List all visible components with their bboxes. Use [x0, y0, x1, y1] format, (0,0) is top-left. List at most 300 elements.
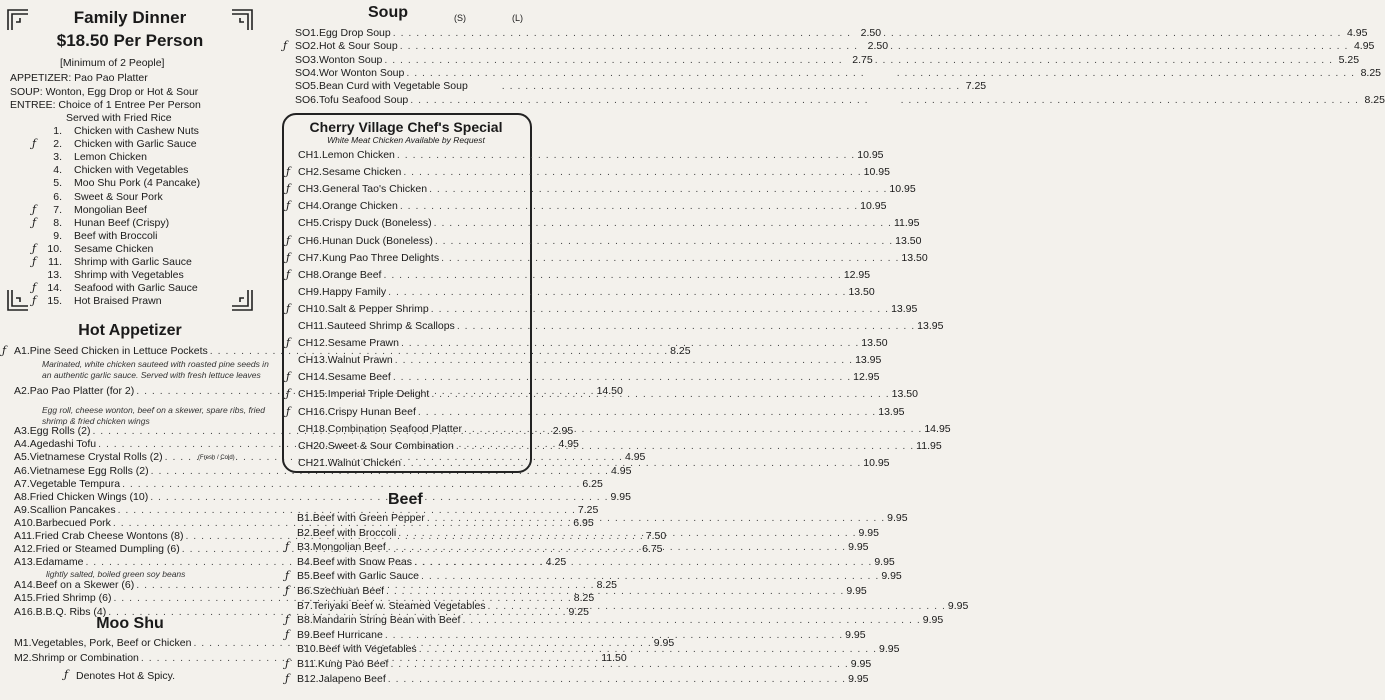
- dot-leader: [464, 423, 922, 438]
- item-price: 9.95: [846, 585, 867, 597]
- dot-leader: [897, 67, 1355, 79]
- family-item-name: Sweet & Sour Pork: [74, 190, 163, 203]
- family-item-number: 2.: [53, 138, 62, 151]
- item-code: A10.: [14, 516, 36, 529]
- item-price: 6.95: [573, 516, 594, 529]
- dot-leader: [414, 556, 872, 568]
- dot-leader: [462, 614, 920, 626]
- dot-leader: [395, 354, 853, 366]
- item-name: Barbecued Pork: [35, 516, 111, 529]
- hot-symbol-icon: ƒ: [286, 370, 291, 384]
- item-price: 9.95: [845, 628, 866, 641]
- item-name: Mandarin String Bean with Beef: [312, 614, 461, 627]
- item-code: CH16.: [298, 405, 328, 418]
- item-price: 12.95: [853, 371, 880, 384]
- item-price: 13.50: [861, 337, 888, 350]
- dot-leader: [901, 94, 1359, 106]
- a13-description: lightly salted, boiled green soy beans: [46, 569, 186, 579]
- item-name: Pine Seed Chicken in Lettuce Pockets: [29, 345, 208, 357]
- item-code: B10.: [297, 643, 319, 656]
- item-name: Egg Drop Soup: [318, 27, 391, 39]
- dot-leader: [400, 40, 858, 52]
- item-price: 9.95: [874, 555, 895, 568]
- item-name: Egg Rolls (2): [29, 425, 91, 438]
- dot-leader: [419, 643, 877, 655]
- item-code: A12.: [14, 543, 36, 556]
- item-price: 10.95: [889, 183, 916, 196]
- item-name: Wonton Soup: [318, 53, 383, 66]
- dot-leader: [388, 541, 846, 556]
- item-code: B5.: [297, 570, 313, 583]
- family-item-name: Lemon Chicken: [74, 151, 147, 164]
- family-item-number: 11.: [48, 256, 62, 268]
- appetizer-row: [14, 477, 603, 490]
- hot-symbol-icon: ƒ: [286, 182, 291, 196]
- item-name: Beef on a Skewer (6): [35, 579, 135, 592]
- family-item-number: 6.: [53, 190, 62, 203]
- soup-row: [295, 53, 1360, 66]
- dot-leader: [388, 673, 846, 685]
- item-name: Jalapeno Beef: [318, 672, 386, 685]
- item-code: CH13.: [298, 354, 328, 367]
- item-code: CH15.: [298, 388, 328, 401]
- dot-leader: [388, 286, 846, 298]
- item-code: A3.: [14, 425, 30, 438]
- corner-ornament-icon: [6, 288, 30, 312]
- soup-row: [295, 27, 1368, 39]
- corner-ornament-icon: [230, 288, 254, 312]
- item-name: B.B.Q. Ribs (4): [35, 605, 107, 618]
- item-name: Kung Pao Beef: [317, 658, 389, 670]
- family-item-name: Sesame Chicken: [74, 242, 154, 255]
- family-dinner-price: $18.50 Per Person: [56, 31, 204, 50]
- dot-leader: [502, 80, 960, 92]
- hot-symbol-icon: ƒ: [32, 202, 37, 216]
- item-price: 10.95: [863, 456, 890, 469]
- item-price-large: 7.25: [965, 80, 987, 93]
- item-code: B2.: [297, 526, 313, 539]
- item-price-large: 8.25: [1364, 93, 1385, 106]
- family-item-number: 15.: [47, 295, 62, 308]
- family-item-name: Hot Braised Prawn: [74, 295, 162, 308]
- dot-leader: [384, 54, 842, 66]
- item-name: Imperial Triple Delight: [327, 388, 430, 401]
- family-item-number: 14.: [47, 282, 62, 295]
- item-code: CH7.: [298, 251, 322, 264]
- dot-leader: [393, 371, 851, 383]
- hot-symbol-icon: ƒ: [285, 540, 290, 554]
- item-code: B6.: [297, 585, 313, 597]
- item-name: Sesame Prawn: [327, 337, 399, 350]
- chef-special-row: [298, 217, 920, 230]
- item-name: Edamame: [35, 556, 84, 569]
- item-code: SO6.: [295, 93, 319, 106]
- item-code: CH21.: [298, 456, 328, 469]
- item-name: Crispy Hunan Beef: [327, 405, 416, 418]
- item-name: Beef with Snow Peas: [312, 555, 412, 568]
- item-name: Beef with Vegetables: [318, 643, 417, 656]
- item-price: 11.95: [893, 217, 920, 230]
- chef-special-row: [298, 354, 882, 367]
- dot-leader: [431, 303, 889, 315]
- chef-special-row: [298, 251, 928, 264]
- item-name: Szechuan Beef: [312, 585, 384, 597]
- chef-special-row: [298, 405, 905, 418]
- beef-row: [297, 570, 902, 583]
- dot-leader: [457, 320, 915, 332]
- dot-leader: [427, 512, 885, 524]
- hot-symbol-icon: ƒ: [285, 657, 290, 670]
- item-name: Combination Seafood Platter: [327, 422, 463, 435]
- hot-symbol-icon: ƒ: [32, 294, 37, 308]
- item-price: 13.50: [891, 388, 918, 401]
- dot-leader: [406, 67, 864, 79]
- dot-leader: [401, 337, 859, 349]
- hot-symbol-icon: ƒ: [32, 255, 37, 268]
- item-name: Orange Chicken: [321, 200, 398, 213]
- item-price: 13.50: [901, 251, 928, 264]
- hot-symbol-icon: ƒ: [286, 233, 291, 247]
- item-price: 12.95: [843, 268, 871, 281]
- hot-appetizer-title: Hot Appetizer: [78, 322, 182, 339]
- chef-special-row: [298, 285, 875, 298]
- beef-row: [297, 614, 944, 627]
- item-price: 7.50: [645, 530, 667, 542]
- item-price: 9.95: [881, 570, 902, 583]
- dot-leader: [150, 491, 608, 503]
- item-code: CH2.: [298, 166, 322, 179]
- family-item-name: Hunan Beef (Crispy): [74, 216, 170, 229]
- appetizer-row: [14, 592, 595, 605]
- item-price: 11.95: [916, 439, 942, 452]
- item-code: B7.: [297, 599, 313, 612]
- item-code: CH11.: [298, 320, 327, 332]
- hot-symbol-icon: ƒ: [286, 267, 291, 281]
- item-name: Vegetable Tempura: [29, 477, 121, 490]
- appetizer-row: [14, 345, 691, 357]
- item-name: Sesame Beef: [327, 371, 391, 384]
- family-item-name: Beef with Broccoli: [74, 229, 158, 242]
- item-name: Hunan Duck (Boneless): [321, 234, 433, 247]
- chef-special-row: [298, 183, 916, 196]
- hot-symbol-icon: ƒ: [286, 404, 291, 418]
- item-name: Sweet & Sour Combination: [327, 439, 454, 452]
- item-code: A8.: [14, 490, 30, 503]
- item-price-large: 4.95: [1346, 27, 1368, 39]
- item-code: A7.: [14, 477, 30, 490]
- item-code: A2.: [14, 385, 30, 398]
- item-price: 8.25: [670, 345, 691, 357]
- chef-special-row: [298, 337, 888, 350]
- dot-leader: [383, 269, 841, 281]
- item-code: SO2.: [295, 40, 319, 53]
- item-code: CH6.: [298, 234, 322, 247]
- item-name: Hot & Sour Soup: [318, 40, 398, 53]
- item-code: CH4.: [298, 200, 322, 213]
- item-code: A1.: [14, 345, 30, 357]
- chef-special-row: [298, 166, 890, 179]
- item-code: CH14.: [298, 371, 328, 384]
- family-item-name: Moo Shu Pork (4 Pancake): [74, 177, 201, 190]
- item-price-small: 2.50: [860, 27, 882, 39]
- family-item-name: Chicken with Vegetables: [74, 164, 189, 177]
- hot-symbol-icon: ƒ: [286, 199, 291, 213]
- dot-leader: [403, 166, 861, 178]
- item-code: A5.: [14, 451, 30, 464]
- item-name: Beef with Broccoli: [312, 526, 397, 539]
- item-price-large: 5.25: [1338, 53, 1360, 66]
- corner-ornament-icon: [230, 8, 254, 32]
- family-line: ENTREE: Choice of 1 Entree Per Person: [10, 99, 201, 111]
- moo-shu-title: Moo Shu: [96, 615, 164, 632]
- beef-row: [297, 672, 869, 685]
- item-name: Crispy Duck (Boneless): [321, 217, 432, 230]
- family-dinner-minimum: [Minimum of 2 People]: [60, 57, 165, 69]
- item-price: 10.95: [860, 200, 887, 213]
- item-price: 4.25: [545, 556, 567, 569]
- corner-ornament-icon: [6, 8, 30, 32]
- item-code: B1.: [297, 512, 313, 524]
- item-price-small: 2.75: [852, 53, 873, 66]
- dot-leader: [393, 27, 851, 39]
- family-item-name: Mongolian Beef: [74, 203, 147, 216]
- family-line: Served with Fried Rice: [66, 112, 172, 124]
- item-code: CH20.: [298, 439, 328, 452]
- dot-leader: [403, 457, 861, 469]
- dot-leader: [875, 54, 1333, 66]
- item-code: A4.: [14, 438, 30, 451]
- item-name: General Tao's Chicken: [321, 183, 428, 196]
- dot-leader: [418, 406, 876, 418]
- item-price: 13.95: [878, 405, 905, 418]
- item-name: Teriyaki Beef w. Steamed Vegetables: [312, 599, 486, 612]
- item-name: Shrimp or Combination: [31, 651, 139, 664]
- a2-description: Egg roll, cheese wonton, beef on a skewer, spare ribs, fried shrimp & fried chicken wings: [42, 405, 266, 426]
- family-item-number: 4.: [53, 164, 62, 177]
- item-code: CH18.: [298, 422, 328, 435]
- item-price: 9.25: [568, 605, 589, 618]
- chef-special-row: [298, 200, 887, 213]
- dot-leader: [397, 149, 855, 161]
- item-name: Beef with Green Pepper: [312, 512, 425, 524]
- item-name: Pao Pao Platter (for 2): [29, 385, 135, 398]
- item-price: 13.50: [895, 234, 922, 247]
- hot-symbol-icon: ƒ: [286, 387, 291, 401]
- item-price: 9.95: [610, 490, 631, 503]
- item-code: B9.: [297, 628, 313, 641]
- item-code: B12.: [297, 672, 319, 685]
- hot-symbol-icon: ƒ: [286, 301, 291, 315]
- hot-symbol-icon: ƒ: [32, 281, 37, 295]
- hot-symbol-icon: ƒ: [32, 215, 37, 229]
- item-code: CH10.: [298, 302, 328, 315]
- soup-col-small: (S): [454, 13, 466, 23]
- dot-leader: [410, 94, 868, 106]
- item-name: Tofu Seafood Soup: [318, 93, 409, 106]
- a1-description: Marinated, white chicken sauteed with roasted pine seeds in an authentic garlic sauce. Served with fresh lettuce leaves: [42, 359, 269, 380]
- item-name: Bean Curd with Vegetable Soup: [318, 80, 468, 93]
- beef-row: [297, 643, 900, 656]
- item-price-small: 2.50: [867, 40, 889, 53]
- item-name: Agedashi Tofu: [29, 438, 97, 451]
- item-price: 9.95: [848, 541, 869, 554]
- soup-row: [295, 93, 1385, 106]
- family-item-number: 7.: [53, 203, 62, 216]
- item-name: Fried Shrimp (6): [35, 592, 112, 605]
- item-name: Fried Crab Cheese Wontons (8): [34, 530, 184, 542]
- appetizer-row: [14, 503, 599, 516]
- hot-symbol-icon: ƒ: [285, 584, 290, 597]
- item-code: A11.: [14, 530, 35, 542]
- moo-shu-row: [14, 637, 675, 649]
- item-price: 8.25: [573, 592, 595, 605]
- item-price: 9.95: [947, 599, 969, 612]
- hot-symbol-icon: ƒ: [286, 336, 291, 350]
- item-name: Scallion Pancakes: [29, 503, 116, 516]
- soup-row: [295, 40, 1375, 53]
- item-code: SO3.: [295, 53, 319, 66]
- item-name: Vegetables, Pork, Beef or Chicken: [31, 637, 192, 649]
- dot-leader: [456, 440, 914, 452]
- dot-leader: [435, 235, 893, 247]
- item-name: Fried or Steamed Dumpling (6): [35, 543, 180, 556]
- hot-symbol-icon: ƒ: [286, 165, 291, 179]
- dot-leader: [386, 585, 844, 597]
- item-name: Sesame Chicken: [321, 166, 402, 179]
- family-line: SOUP: Wonton, Egg Drop or Hot & Sour: [10, 86, 199, 98]
- item-price: 9.95: [922, 614, 944, 627]
- family-item-name: Seafood with Garlic Sauce: [74, 282, 198, 295]
- item-price: 9.95: [848, 672, 869, 685]
- dot-leader: [122, 478, 580, 490]
- item-name: Vietnamese Egg Rolls (2): [29, 464, 149, 477]
- item-code: SO5.: [295, 80, 319, 93]
- item-price: 14.50: [596, 385, 623, 398]
- family-line: APPETIZER: Pao Pao Platter: [10, 72, 148, 84]
- beef-row: [297, 658, 872, 670]
- chef-special-row: [298, 234, 922, 247]
- hot-symbol-icon: ƒ: [285, 613, 290, 627]
- item-price: 4.95: [558, 438, 579, 451]
- item-code: B4.: [297, 555, 313, 568]
- family-item-number: 13.: [47, 269, 62, 282]
- hot-symbol-icon: ƒ: [32, 137, 37, 151]
- family-item-name: Shrimp with Garlic Sauce: [74, 256, 192, 268]
- item-price: 10.95: [857, 149, 884, 161]
- beef-row: [297, 628, 866, 641]
- family-item-number: 10.: [47, 242, 62, 255]
- dot-leader: [390, 658, 848, 670]
- family-item-number: 5.: [53, 177, 62, 190]
- hot-symbol-icon: ƒ: [2, 344, 7, 357]
- chef-special-row: [298, 371, 880, 384]
- item-price-large: 8.25: [1360, 66, 1382, 79]
- item-name: Vietnamese Crystal Rolls (2): [29, 451, 163, 464]
- hot-symbol-icon: ƒ: [285, 671, 290, 685]
- item-price: 6.75: [642, 543, 663, 556]
- hot-symbol-icon: ƒ: [285, 569, 290, 583]
- item-code: B8.: [297, 614, 313, 627]
- family-dinner-title: Family Dinner: [73, 8, 187, 27]
- item-code: CH3.: [298, 183, 322, 196]
- dot-leader: [488, 600, 946, 612]
- item-code: CH8.: [298, 268, 322, 281]
- soup-title: Soup: [368, 4, 408, 21]
- item-price: 9.95: [887, 512, 908, 524]
- item-code: SO1.: [295, 27, 319, 39]
- item-code: B11.: [297, 658, 318, 670]
- soup-row: [295, 66, 1382, 79]
- item-price: 13.95: [917, 320, 944, 332]
- item-name: Lemon Chicken: [321, 149, 395, 161]
- hot-symbol-icon: ƒ: [64, 668, 69, 681]
- hot-symbol-icon: ƒ: [283, 39, 288, 53]
- item-price: 13.95: [891, 302, 918, 315]
- item-price: 9.95: [850, 658, 872, 670]
- chef-special-row: [298, 149, 884, 161]
- dot-leader: [385, 629, 843, 641]
- item-price: 4.95: [624, 451, 646, 464]
- family-item-name: Chicken with Garlic Sauce: [74, 138, 197, 151]
- dot-leader: [400, 200, 858, 212]
- item-name: Walnut Chicken: [327, 456, 401, 469]
- item-code: CH5.: [298, 217, 322, 230]
- item-code: A14.: [14, 579, 36, 592]
- a5-note: (Fresh / Cold): [198, 455, 235, 461]
- item-name: Kung Pao Three Delights: [321, 251, 440, 264]
- item-price: 14.95: [924, 422, 951, 435]
- item-code: B3.: [297, 541, 313, 554]
- item-name: Sauteed Shrimp & Scallops: [326, 320, 455, 332]
- item-code: SO4.: [295, 66, 319, 79]
- item-price: 6.25: [582, 477, 603, 490]
- item-code: M2.: [14, 651, 32, 664]
- dot-leader: [431, 388, 889, 400]
- appetizer-row: [14, 464, 632, 477]
- chef-special-title: Cherry Village Chef's Special: [309, 119, 503, 135]
- family-item-name: Chicken with Cashew Nuts: [74, 125, 199, 137]
- soup-col-large: (L): [512, 13, 523, 23]
- item-price: 7.25: [577, 503, 599, 516]
- item-code: A15.: [14, 592, 36, 605]
- dot-leader: [883, 27, 1341, 39]
- dot-leader: [441, 252, 899, 264]
- family-item-name: Shrimp with Vegetables: [74, 269, 184, 282]
- soup-row: [295, 80, 987, 93]
- chef-special-row: [298, 268, 871, 281]
- chef-special-row: [298, 320, 944, 332]
- dot-leader: [421, 570, 879, 582]
- item-price: 9.95: [858, 526, 879, 539]
- item-name: Happy Family: [321, 285, 387, 298]
- dot-leader: [434, 217, 892, 229]
- item-code: M1.: [14, 637, 32, 649]
- item-price: 11.50: [601, 651, 627, 664]
- item-code: A16.: [14, 605, 36, 618]
- item-price: 4.95: [610, 464, 632, 477]
- item-code: A9.: [14, 503, 30, 516]
- chef-special-row: [298, 302, 918, 315]
- family-item-number: 1.: [53, 125, 62, 137]
- item-code: CH9.: [298, 285, 322, 298]
- beef-title: Beef: [388, 491, 423, 508]
- item-price: 10.95: [863, 166, 890, 179]
- item-code: CH1.: [298, 149, 322, 161]
- item-name: Mongolian Beef: [312, 541, 386, 554]
- item-price: 2.95: [552, 425, 574, 438]
- item-name: Walnut Prawn: [327, 354, 393, 367]
- item-price: 9.95: [653, 637, 675, 649]
